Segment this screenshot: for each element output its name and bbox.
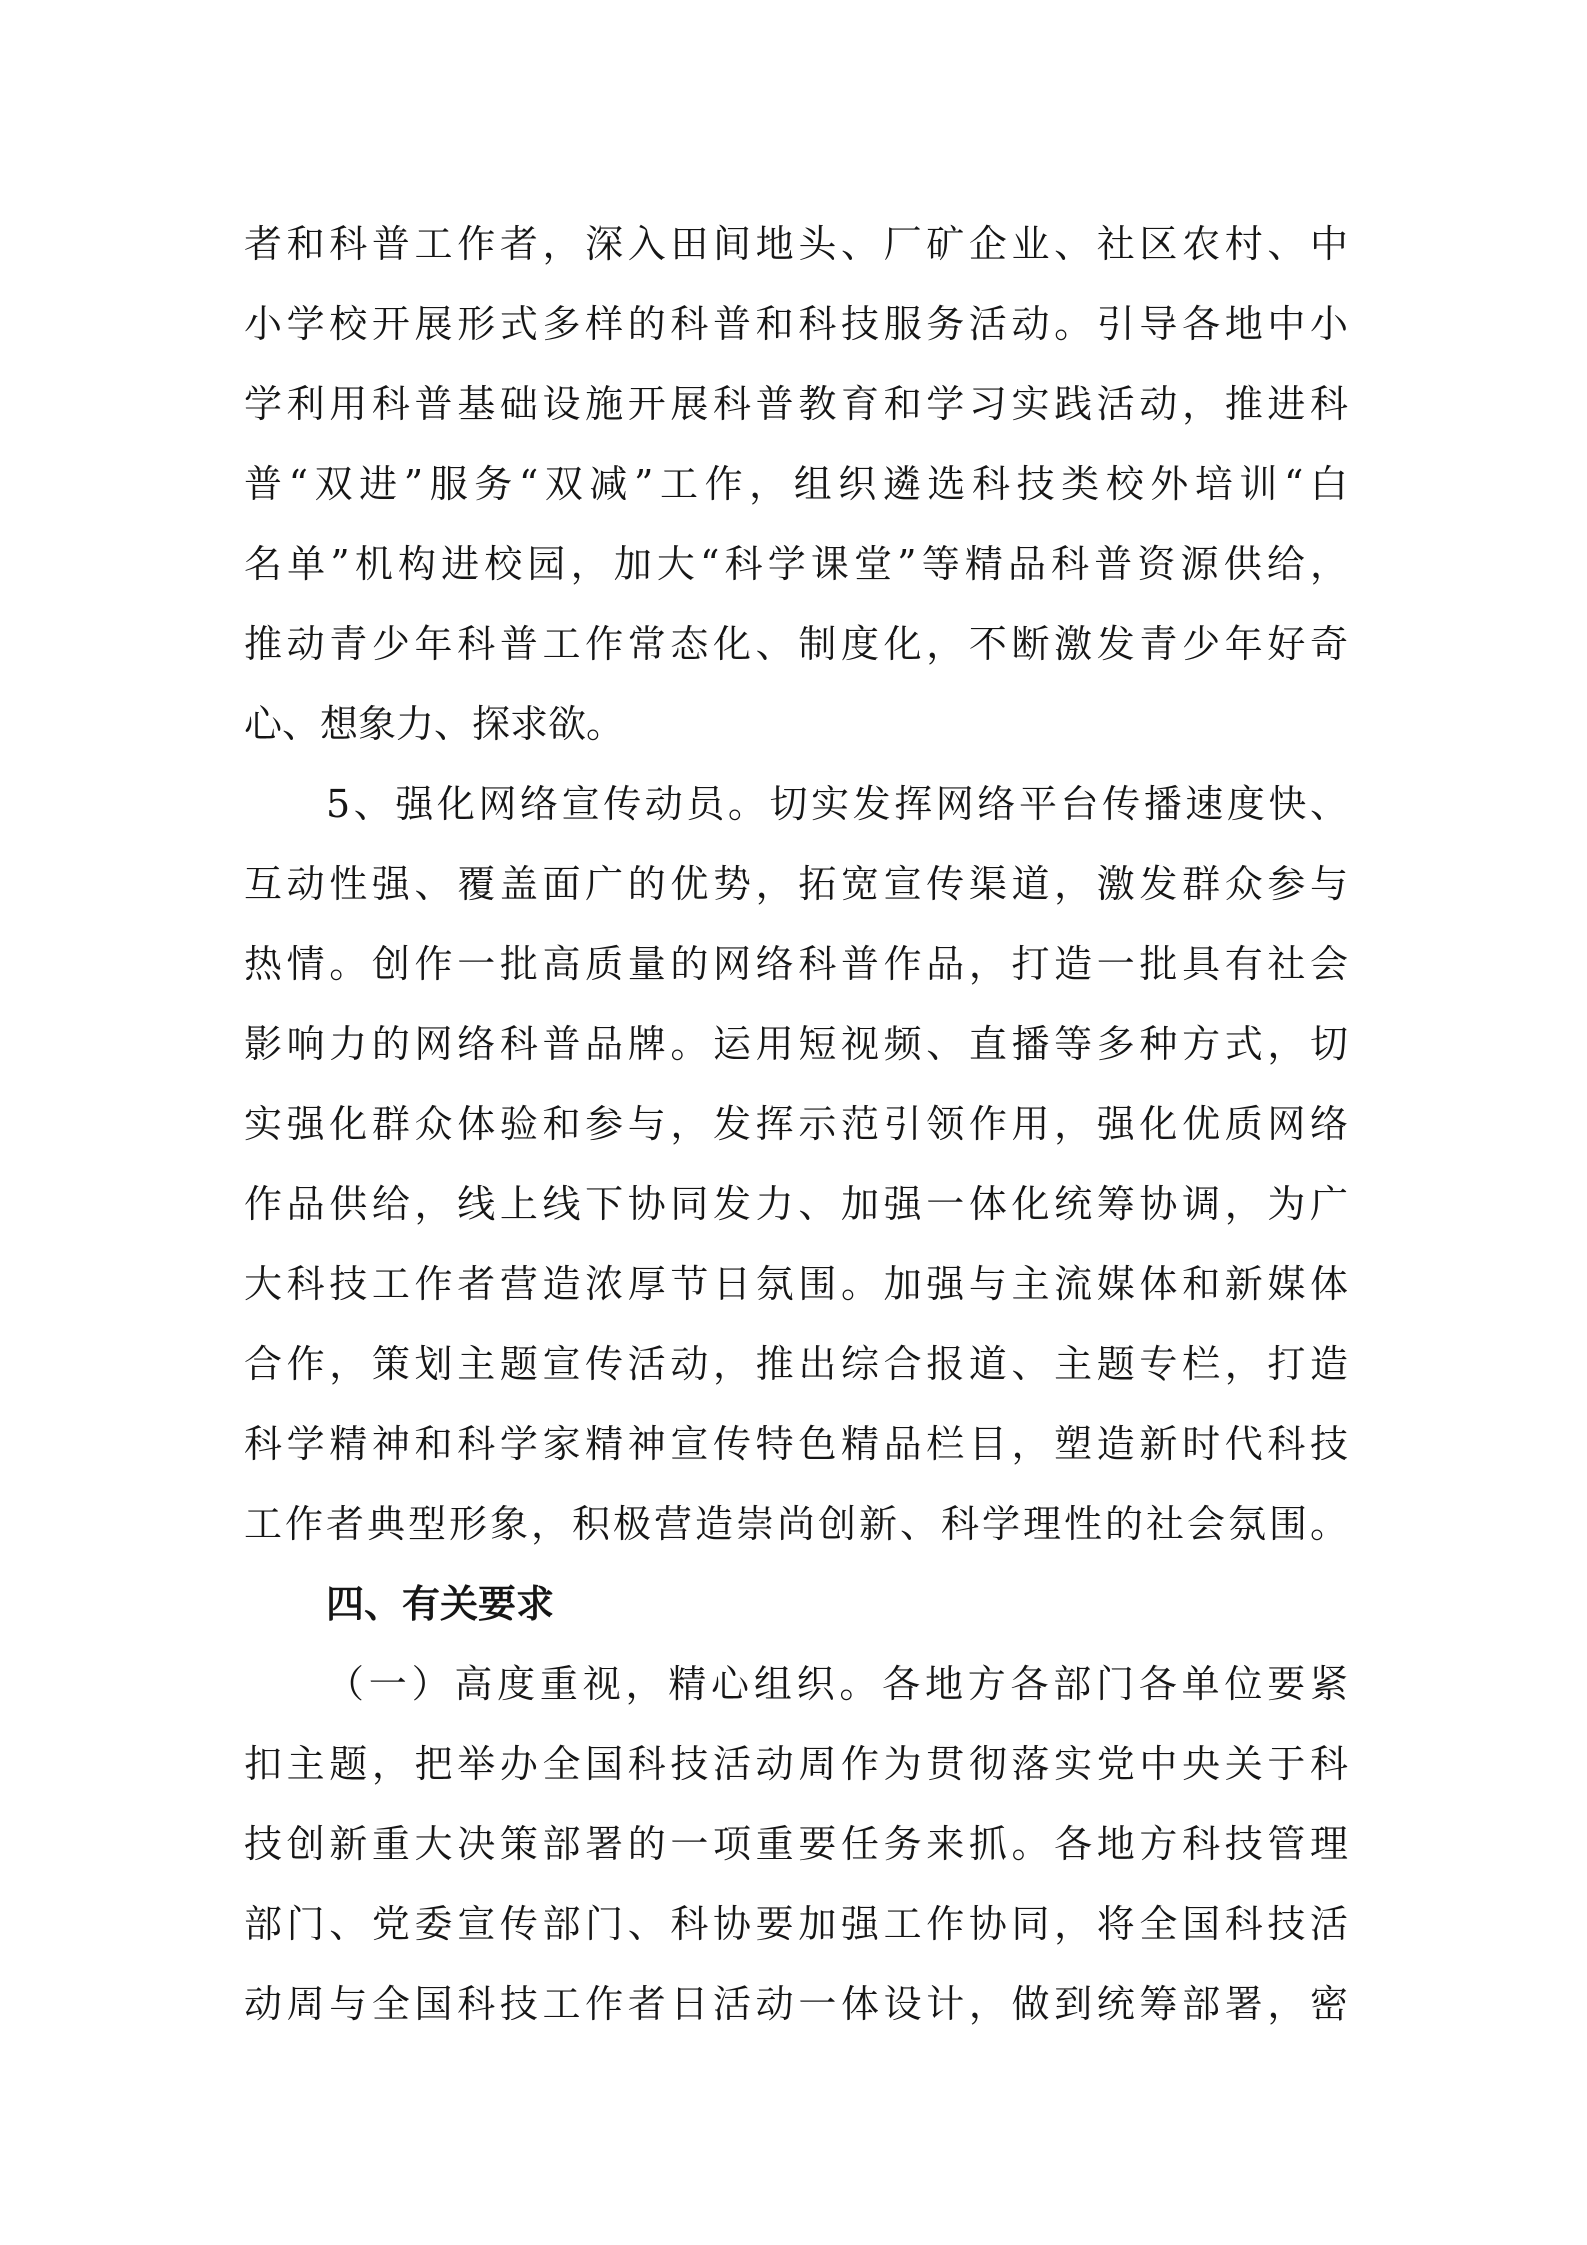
text-line: 普“双进”服务“双减”工作，组织遴选科技类校外培训“白 (244, 462, 1348, 506)
text-line: 互动性强、覆盖面广的优势，拓宽宣传渠道，激发群众参与 (244, 862, 1348, 906)
text-line: 小学校开展形式多样的科普和科技服务活动。引导各地中小 (244, 302, 1348, 346)
text-line: 5、强化网络宣传动员。切实发挥网络平台传播速度快、 (326, 782, 1348, 826)
text-line: 技创新重大决策部署的一项重要任务来抓。各地方科技管理 (244, 1822, 1348, 1866)
section-heading (244, 1564, 1348, 1644)
text-line: 热情。创作一批高质量的网络科普作品，打造一批具有社会 (244, 942, 1348, 986)
text-line: 影响力的网络科普品牌。运用短视频、直播等多种方式，切 (244, 1022, 1348, 1066)
section-heading-text: 四、有关要求 (326, 1582, 555, 1626)
text-line: 扣主题，把举办全国科技活动周作为贯彻落实党中央关于科 (244, 1742, 1348, 1786)
text-line: 工作者典型形象，积极营造崇尚创新、科学理性的社会氛围。 (244, 1502, 1348, 1546)
text-line: 科学精神和科学家精神宣传特色精品栏目，塑造新时代科技 (244, 1422, 1348, 1466)
text-line: 者和科普工作者，深入田间地头、厂矿企业、社区农村、中 (244, 222, 1348, 266)
text-line: 合作，策划主题宣传活动，推出综合报道、主题专栏，打造 (244, 1342, 1348, 1386)
text-line: 大科技工作者营造浓厚节日氛围。加强与主流媒体和新媒体 (244, 1262, 1348, 1306)
paragraph-continued (244, 204, 1348, 764)
text-line: 推动青少年科普工作常态化、制度化，不断激发青少年好奇 (244, 622, 1348, 666)
text-line: 学利用科普基础设施开展科普教育和学习实践活动，推进科 (244, 382, 1348, 426)
text-line: 实强化群众体验和参与，发挥示范引领作用，强化优质网络 (244, 1102, 1348, 1146)
text-line: （一）高度重视，精心组织。各地方各部门各单位要紧 (326, 1662, 1348, 1706)
text-line: 部门、党委宣传部门、科协要加强工作协同，将全国科技活 (244, 1902, 1348, 1946)
text-line: 心、想象力、探求欲。 (244, 702, 625, 746)
paragraph-requirements-1 (244, 1644, 1348, 2044)
text-line: 名单”机构进校园，加大“科学课堂”等精品科普资源供给， (244, 542, 1348, 586)
document-body (244, 204, 1348, 2044)
text-line: 作品供给，线上线下协同发力、加强一体化统筹协调，为广 (244, 1182, 1348, 1226)
paragraph-network-publicity (244, 764, 1348, 1564)
text-line: 动周与全国科技工作者日活动一体设计，做到统筹部署，密 (244, 1982, 1348, 2026)
